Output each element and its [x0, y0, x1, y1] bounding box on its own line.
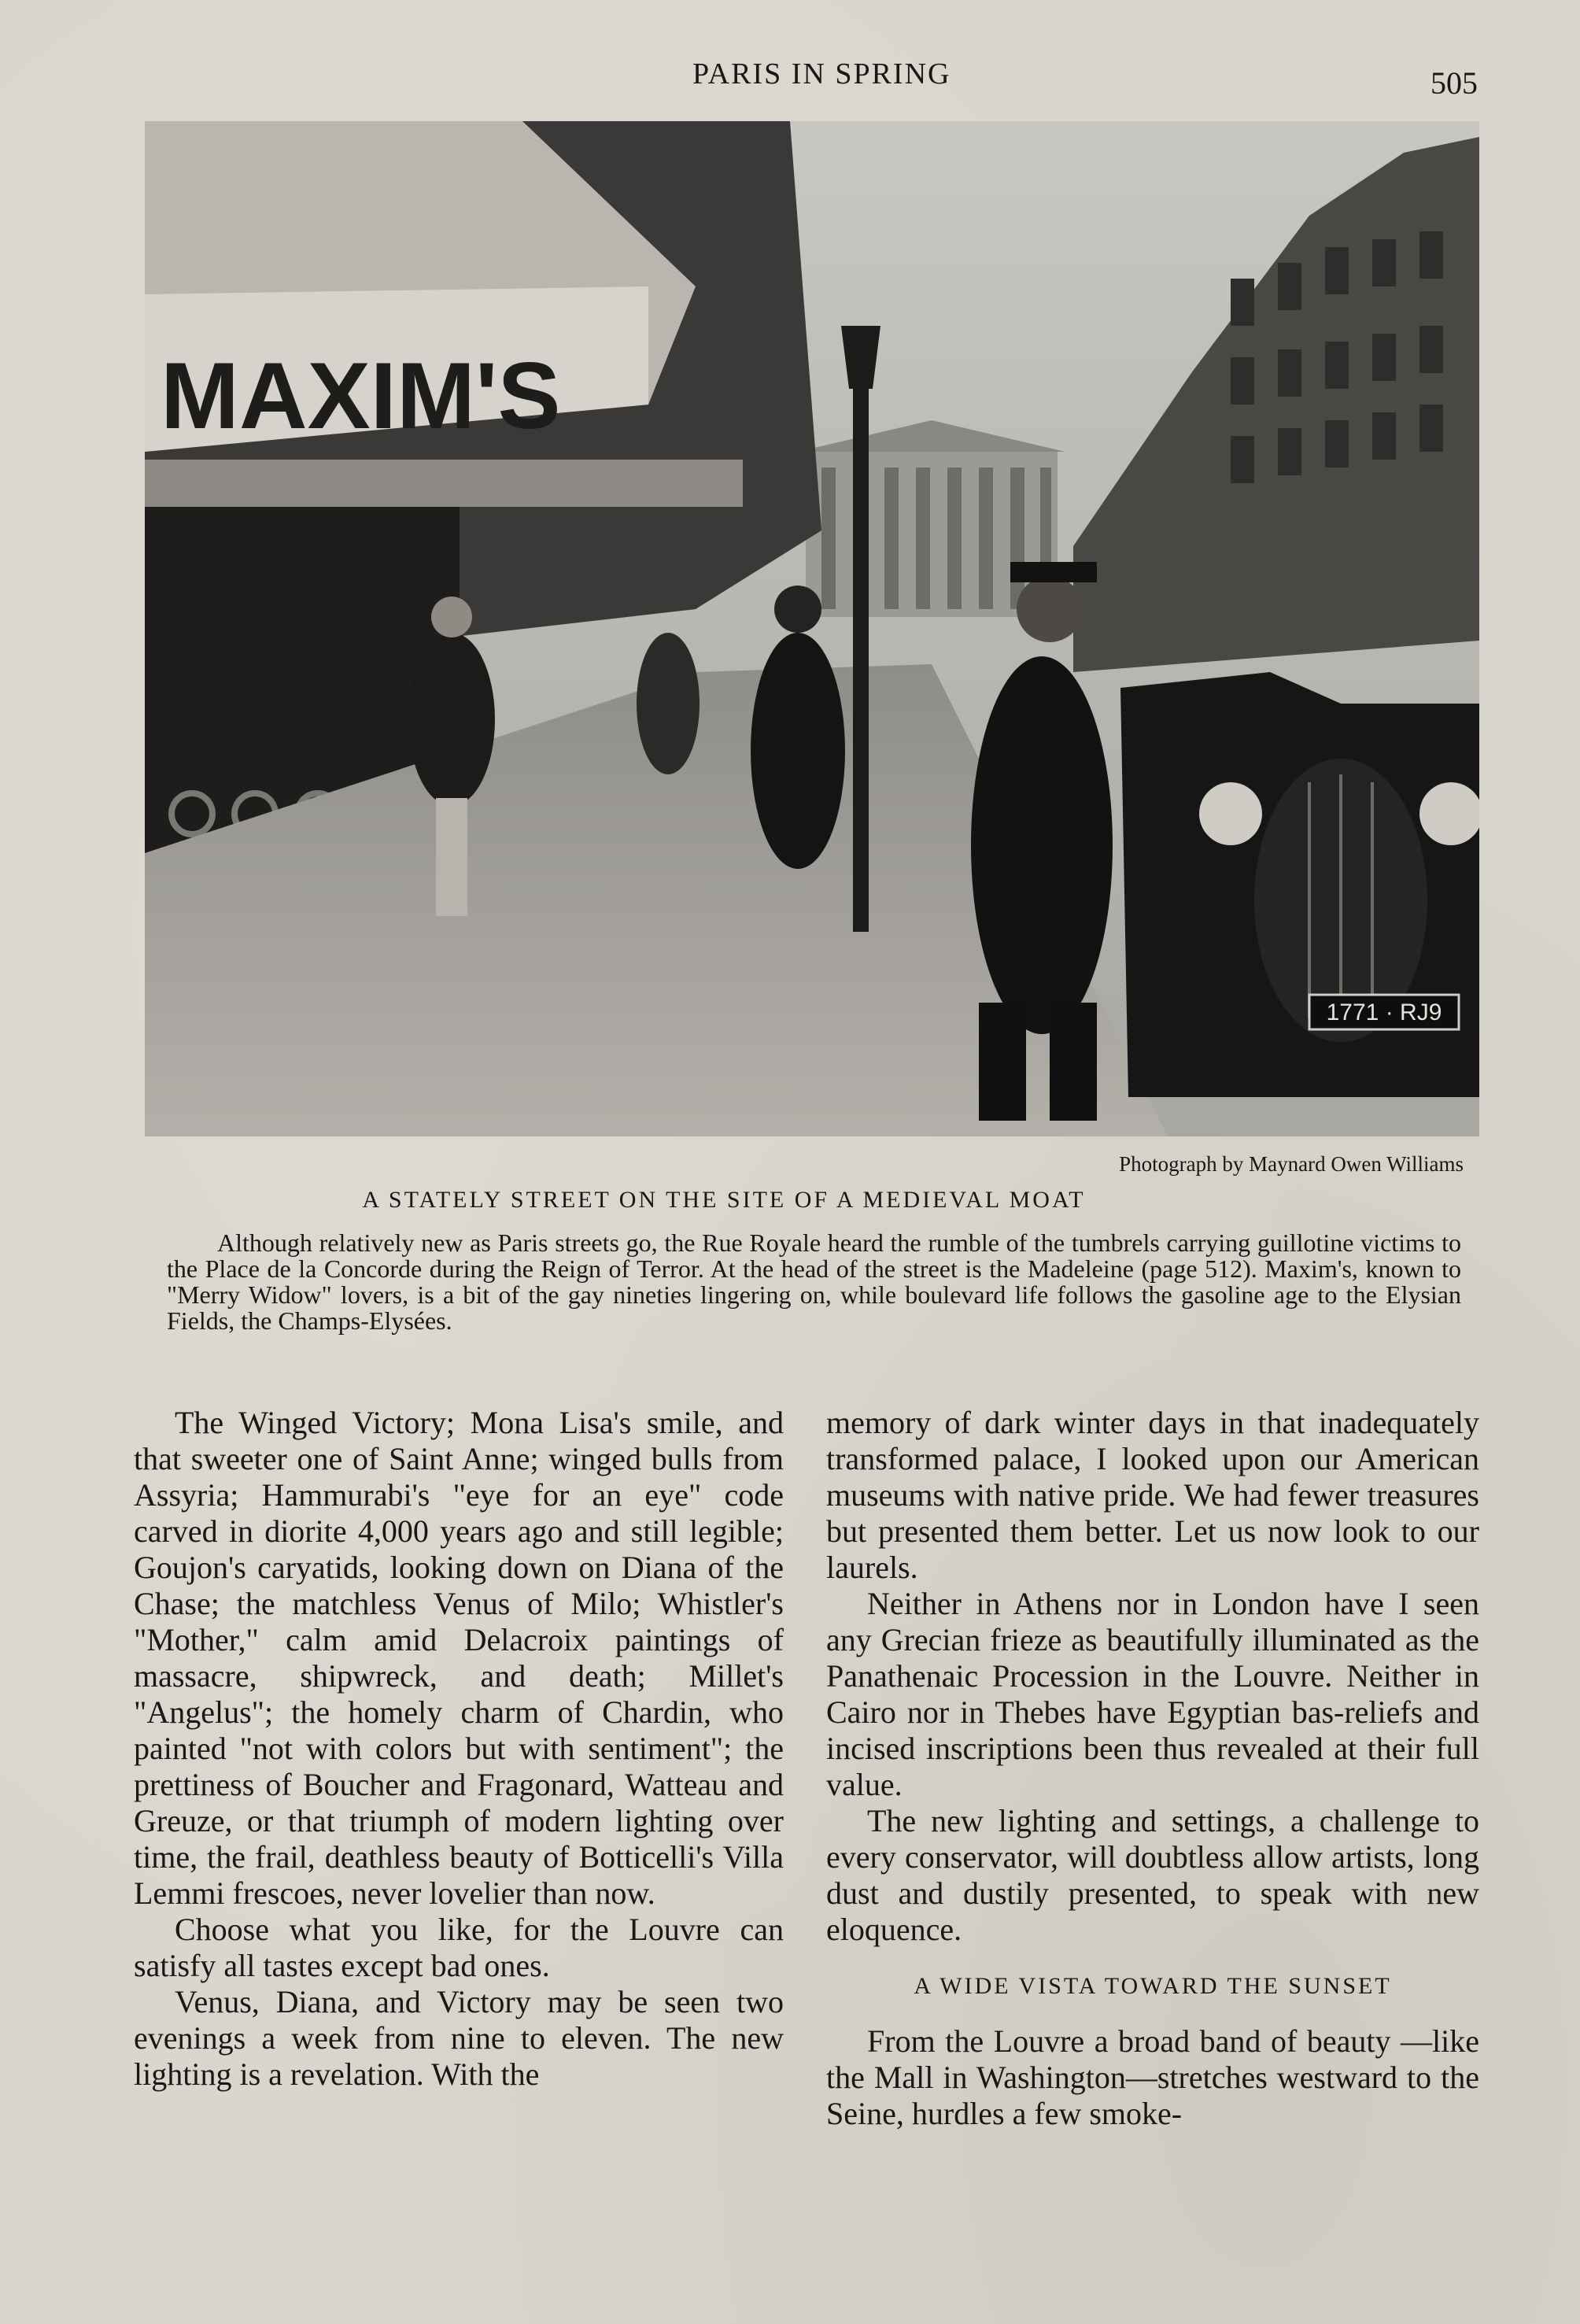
- street-photograph: [145, 121, 1479, 1136]
- left-paragraph-1: The Winged Victory; Mona Lisa's smile, and that sweeter one of Saint Anne; winged bulls from Assyria; Hammurabi's "eye for an eye" code carved in diorite 4,000 years ago and still legible; Goujon's caryatids, looking down on Diana of the Chase; the matchless Venus of Milo; Whistler's "Mother," calm amid Delacroix paintings of massacre, shipwreck, and death; Millet's "Angelus"; the homely charm of Chardin, who painted "not with colors but with sentiment"; the prettiness of Boucher and Fragonard, Watteau and Greuze, or that triumph of modern lighting over time, the frail, deathless beauty of Botticelli's Villa Lemmi frescoes, never lovelier than now.: [134, 1405, 784, 1911]
- right-paragraph-4: From the Louvre a broad band of beauty —like the Mall in Washington—stretches westward to the Seine, hurdles a few smoke-: [826, 2023, 1479, 2131]
- left-text-column: [134, 1405, 784, 2093]
- left-paragraph-2: Choose what you like, for the Louvre can satisfy all tastes except bad ones.: [134, 1912, 784, 1983]
- photo-credit: Photograph by Maynard Owen Williams: [1119, 1152, 1464, 1176]
- right-paragraph-2: Neither in Athens nor in London have I seen any Grecian frieze as beautifully illuminated as the Panathenaic Procession in the Louvre. Neither in Cairo nor in Thebes have Egyptian bas-reliefs and incised inscriptions been thus revealed at their full value.: [826, 1586, 1479, 1802]
- caption-title: A STATELY STREET ON THE SITE OF A MEDIEVAL MOAT: [362, 1187, 1086, 1213]
- photo-illustration: [145, 121, 1479, 1136]
- left-paragraph-3: Venus, Diana, and Victory may be seen two evenings a week from nine to eleven. The new lighting is a revelation. With the: [134, 1984, 784, 2092]
- right-text-column: [826, 1405, 1479, 2132]
- maxims-sign-text: MAXIM'S: [161, 343, 561, 449]
- running-title: PARIS IN SPRING: [692, 57, 951, 91]
- right-paragraph-1: memory of dark winter days in that inadequately transformed palace, I looked upon our American museums with native pride. We had fewer treasures but presented them better. Let us now look to our laurels.: [826, 1405, 1479, 1585]
- caption-body: Although relatively new as Paris streets go, the Rue Royale heard the rumble of the tumbrels carrying guillotine victims to the Place de la Concorde during the Reign of Terror. At the head of the street is the Madeleine (page 512). Maxim's, known to "Merry Widow" lovers, is a bit of the gay nineties lingering on, while boulevard life follows the gasoline age to the Elysian Fields, the Champs-Elysées.: [167, 1229, 1461, 1335]
- section-heading: A WIDE VISTA TOWARD THE SUNSET: [914, 1973, 1392, 1999]
- license-plate-text: 1771 · RJ9: [1326, 999, 1442, 1025]
- page-number: 505: [1430, 65, 1478, 101]
- right-paragraph-3: The new lighting and settings, a challenge to every conservator, will doubtless allow artists, long dust and dustily presented, to speak with new eloquence.: [826, 1803, 1479, 1947]
